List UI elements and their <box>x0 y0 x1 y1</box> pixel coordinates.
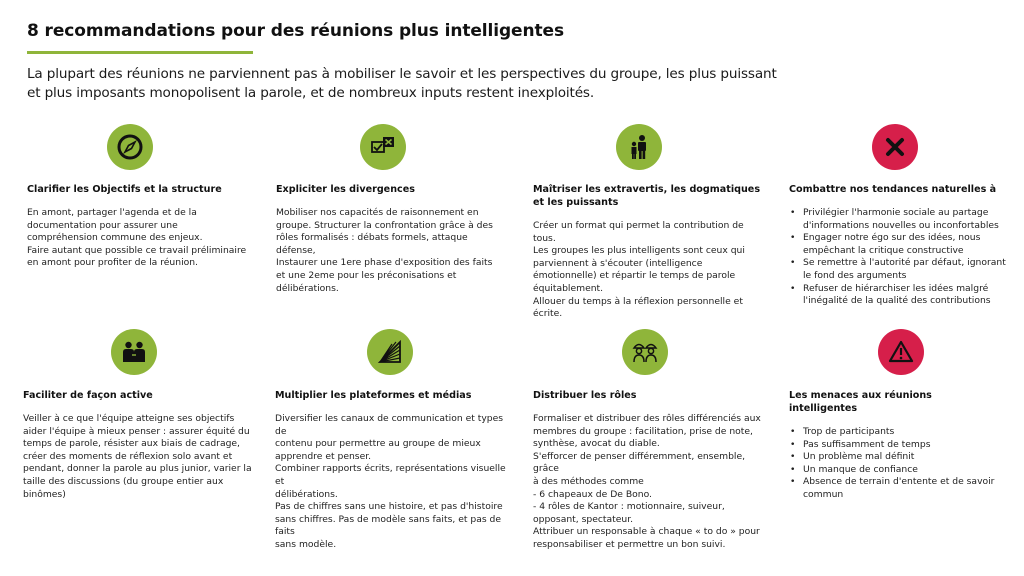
list-item: • Un problème mal définit <box>803 451 999 464</box>
card-clarifier-objectifs <box>27 183 257 270</box>
card-title: Expliciter les divergences <box>276 184 415 195</box>
check-cross-speech-icon <box>360 124 406 170</box>
card-faciliter-active <box>23 389 259 501</box>
card-menaces-reunions <box>789 389 999 502</box>
card-distribuer-roles <box>533 389 769 552</box>
roles-workers-icon <box>622 329 668 375</box>
card-combattre-tendances <box>789 183 1007 308</box>
card-maitriser-extravertis <box>533 183 763 321</box>
card-body: Formaliser et distribuer des rôles différenciés aux membres du groupe : facilitation, prise de note, synthèse, avocat du diable. S'efforcer de penser différemment, ensemble, grâce à des méthodes comme - 6 chapeaux de De Bono. - 4 rôles de Kantor : motionnaire, suiveur, opposant, spectateur. Attribuer un responsable à chaque « to do » pour responsabiliser et permettre un bon suivi. <box>533 413 761 550</box>
close-x-icon <box>872 124 918 170</box>
card-body: Diversifier les canaux de communication et types de contenu pour permettre au groupe de mieux apprendre et penser. Combiner rapports écrits, représentations visuelle et délibérations. Pas de chiffres sans une histoire, et pas d'histoire sans chiffres. Pas de modèle sans faits, et pas de faits sans modèle. <box>275 413 506 550</box>
card-body: Créer un format qui permet la contribution de tous. Les groupes les plus intelligents sont ceux qui parviennent à s'écouter (intelligence émotionnelle) et répartir le temps de parole équitablement. Allouer du temps à la réflexion personnelle et écrite. <box>533 220 745 320</box>
list-item: • Se remettre à l'autorité par défaut, ignorant le fond des arguments <box>803 257 1007 282</box>
list-item: • Privilégier l'harmonie sociale au partage d'informations nouvelles ou inconfortables <box>803 207 1007 232</box>
card-title: Les menaces aux réunions intelligentes <box>789 390 932 414</box>
card-body: En amont, partager l'agenda et de la documentation pour assurer une compréhension commune des enjeux. Faire autant que possible ce travail préliminaire en amont pour profiter de la réunion. <box>27 207 247 269</box>
list-item: • Un manque de confiance <box>803 464 999 477</box>
warning-triangle-icon <box>878 329 924 375</box>
title-underline <box>27 51 253 54</box>
list-item: • Pas suffisamment de temps <box>803 439 999 452</box>
card-body: Mobiliser nos capacités de raisonnement en groupe. Structurer la confrontation grâce à des rôles formalisés : débats formels, attaque défense, Instaurer une 1ere phase d'exposition des faits et une 2eme pour les préconisations et délibérations. <box>276 207 493 294</box>
list-item: • Refuser de hiérarchiser les idées malgré l'inégalité de la qualité des contributions <box>803 283 1007 308</box>
compass-icon <box>107 124 153 170</box>
list-item: • Engager notre égo sur des idées, nous empêchant la critique constructive <box>803 232 1007 257</box>
leader-person-icon <box>616 124 662 170</box>
page-title: 8 recommandations pour des réunions plus intelligentes <box>27 21 564 41</box>
list-item: • Trop de participants <box>803 426 999 439</box>
team-people-icon <box>111 329 157 375</box>
fan-chart-icon <box>367 329 413 375</box>
card-title: Combattre nos tendances naturelles à <box>789 184 997 195</box>
card-title: Faciliter de façon active <box>23 390 153 401</box>
card-title: Maîtriser les extravertis, les dogmatiques et les puissants <box>533 184 761 208</box>
intro-text: La plupart des réunions ne parviennent pas à mobiliser le savoir et les perspectives du groupe, les plus puissant et plus imposants monopolisent la parole, et de nombreux inputs restent inexploités. <box>27 66 777 101</box>
bullet-list <box>789 426 999 502</box>
card-title: Multiplier les plateformes et médias <box>275 390 472 401</box>
bullet-list <box>789 207 1007 308</box>
card-multiplier-plateformes <box>275 389 511 552</box>
card-body: Veiller à ce que l'équipe atteigne ses objectifs aider l'équipe à mieux penser : assurer équité du temps de parole, résister aux biais de cadrage, créer des moments de réflexion solo avant et pendant, donner la parole au plus junior, varier la taille des discussions (du groupe entier aux binômes) <box>23 413 252 500</box>
card-expliciter-divergences <box>276 183 506 295</box>
card-title: Clarifier les Objectifs et la structure <box>27 184 222 195</box>
card-title: Distribuer les rôles <box>533 390 637 401</box>
list-item: • Absence de terrain d'entente et de savoir commun <box>803 476 999 501</box>
